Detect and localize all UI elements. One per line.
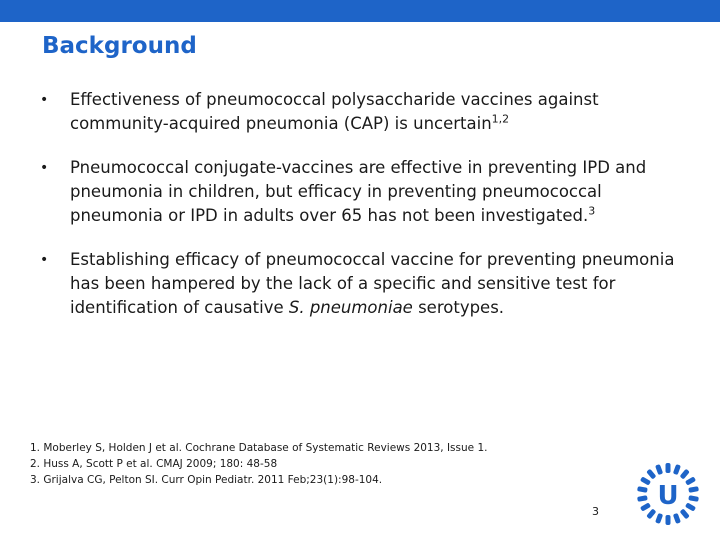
bullet-text-end: serotypes. <box>412 298 505 317</box>
logo-ray <box>673 513 681 524</box>
citation-superscript: 3 <box>588 204 596 218</box>
logo-ray <box>646 469 656 480</box>
logo-ray <box>655 513 663 524</box>
logo-ray <box>655 464 663 475</box>
header-bar <box>0 0 720 22</box>
reference-item: 2. Huss A, Scott P et al. CMAJ 2009; 180: 48-58 <box>30 458 278 470</box>
logo-ray <box>685 476 696 485</box>
bullet-text: Effectiveness of pneumococcal polysaccharide vaccines against community-acquired pneumonia (CAP) is uncertain <box>70 90 599 133</box>
bullet-text: Establishing efficacy of pneumococcal vaccine for preventing pneumonia has been hampered by the lack of a specific and sensitive test for identification of causative <box>70 250 675 317</box>
species-name: S. pneumoniae <box>288 298 413 317</box>
reference-list <box>30 440 487 488</box>
logo-ray <box>680 508 690 519</box>
logo-ray <box>680 469 690 480</box>
logo-ray <box>688 495 699 502</box>
slide-title: Background <box>42 33 197 59</box>
logo-ray <box>637 495 648 502</box>
logo-ray <box>666 515 671 525</box>
bullet-list <box>40 88 690 340</box>
bullet-item <box>40 248 690 320</box>
bullet-item <box>40 156 690 228</box>
logo-ray <box>646 508 656 519</box>
citation-superscript: 1,2 <box>491 112 510 126</box>
logo-ray <box>666 463 671 473</box>
logo-ray <box>673 464 681 475</box>
logo-ray <box>640 502 651 511</box>
logo-ray <box>637 486 648 493</box>
reference-item: 1. Moberley S, Holden J et al. Cochrane Database of Systematic Reviews 2013, Issue 1. <box>30 442 488 454</box>
bullet-marker: • <box>40 252 49 268</box>
logo-ray <box>640 476 651 485</box>
svg-text:U: U <box>657 481 679 511</box>
reference-item: 3. Grijalva CG, Pelton SI. Curr Opin Pediatr. 2011 Feb;23(1):98-104. <box>30 474 383 486</box>
logo-ray <box>688 486 699 493</box>
bullet-text: Pneumococcal conjugate-vaccines are effective in preventing IPD and pneumonia in children, but efficacy in preventing pneumococcal pneumonia or IPD in adults over 65 has not been investigated. <box>70 158 647 225</box>
bullet-marker: • <box>40 160 49 176</box>
bullet-marker: • <box>40 92 49 108</box>
university-logo-icon <box>634 460 702 528</box>
page-number: 3 <box>592 505 599 518</box>
bullet-item <box>40 88 690 136</box>
logo-ray <box>685 502 696 511</box>
